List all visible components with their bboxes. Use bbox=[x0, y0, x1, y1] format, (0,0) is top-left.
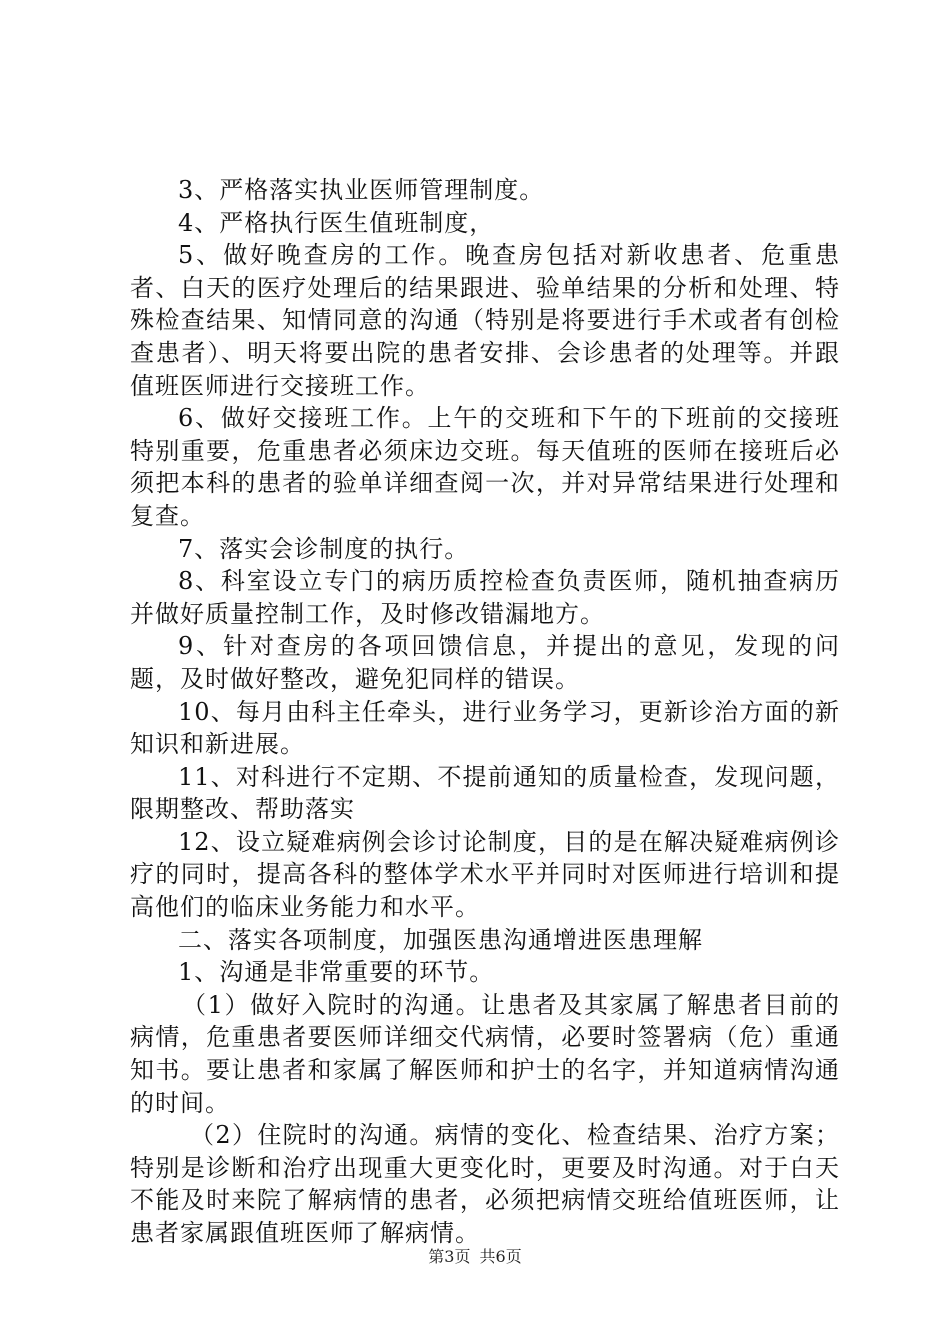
page-footer bbox=[0, 1244, 950, 1267]
paragraph: （2）住院时的沟通。病情的变化、检查结果、治疗方案；特别是诊断和治疗出现重大更变化时，更要及时沟通。对于白天不能及时来院了解病情的患者，必须把病情交班给值班医师，让患者家属跟值班医师了解病情。 bbox=[130, 1121, 840, 1247]
paragraph: 5、做好晚查房的工作。晚查房包括对新收患者、危重患者、白天的医疗处理后的结果跟进、验单结果的分析和处理、特殊检查结果、知情同意的沟通（特别是将要进行手术或者有创检查患者）、明天将要出院的患者安排、会诊患者的处理等。并跟值班医师进行交接班工作。 bbox=[130, 241, 840, 400]
document-body bbox=[130, 174, 840, 1250]
paragraph: 8、科室设立专门的病历质控检查负责医师，随机抽查病历并做好质量控制工作，及时修改错漏地方。 bbox=[130, 567, 840, 628]
paragraph: 二、落实各项制度，加强医患沟通增进医患理解 bbox=[178, 925, 703, 954]
paragraph: 4、严格执行医生值班制度， bbox=[178, 208, 495, 237]
paragraph: 9、针对查房的各项回馈信息，并提出的意见，发现的问题，及时做好整改，避免犯同样的错误。 bbox=[130, 632, 840, 693]
paragraph: 3、严格落实执业医师管理制度。 bbox=[178, 176, 545, 204]
paragraph: 11、对科进行不定期、不提前通知的质量检查，发现问题，限期整改、帮助落实 bbox=[130, 762, 840, 824]
paragraph: 7、落实会诊制度的执行。 bbox=[178, 534, 470, 563]
page-number: 第3页 bbox=[428, 1247, 471, 1266]
paragraph: 12、设立疑难病例会诊讨论制度，目的是在解决疑难病例诊疗的同时，提高各科的整体学术水平并同时对医师进行培训和提高他们的临床业务能力和水平。 bbox=[130, 827, 840, 922]
paragraph: 10、每月由科主任牵头，进行业务学习，更新诊治方面的新知识和新进展。 bbox=[130, 697, 840, 759]
paragraph: 1、沟通是非常重要的环节。 bbox=[178, 958, 495, 987]
paragraph: （1）做好入院时的沟通。让患者及其家属了解患者目前的病情，危重患者要医师详细交代病情，必要时签署病（危）重通知书。要让患者和家属了解医师和护士的名字，并知道病情沟通的时间。 bbox=[130, 990, 840, 1117]
page-total: 共6页 bbox=[479, 1247, 522, 1266]
paragraph: 6、做好交接班工作。上午的交班和下午的下班前的交接班特别重要，危重患者必须床边交班。每天值班的医师在接班后必须把本科的患者的验单详细查阅一次，并对异常结果进行处理和复查。 bbox=[130, 404, 840, 530]
